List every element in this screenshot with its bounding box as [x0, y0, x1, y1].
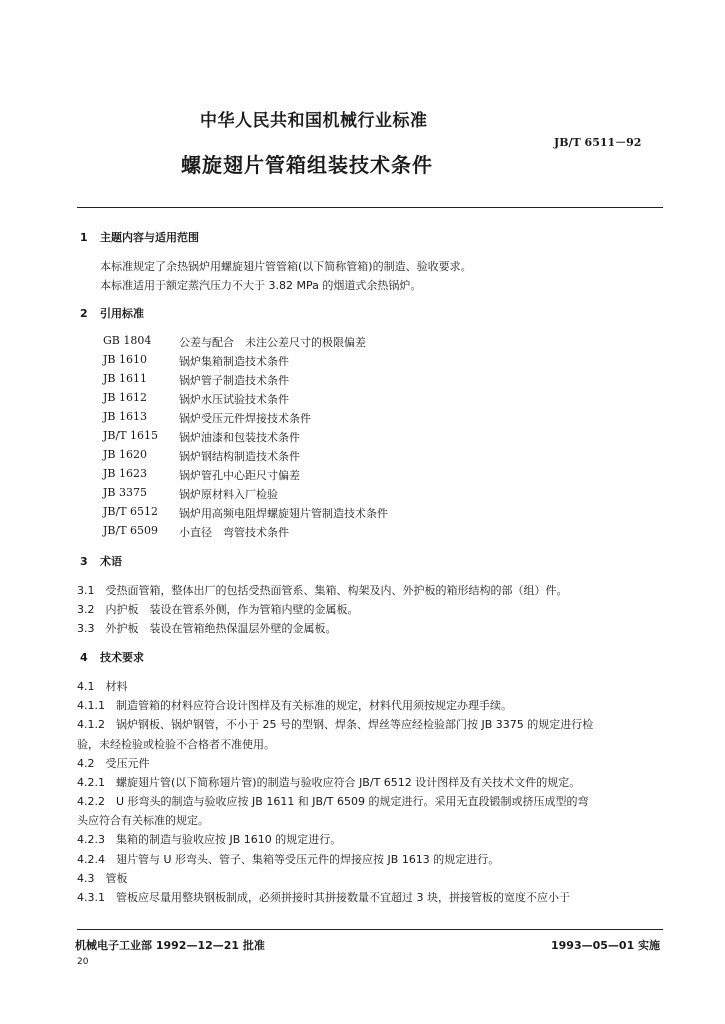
clause-4-2-3: 4.2.3 集箱的制造与验收应按 JB 1610 的规定进行。: [77, 833, 342, 846]
reference-title: 锅炉原材料入厂检验: [179, 488, 278, 501]
section-1-paragraph-1: 本标准规定了余热锅炉用螺旋翅片管管箱(以下简称管箱)的制造、验收要求。: [100, 260, 472, 273]
clause-4-3: 4.3 管板: [77, 872, 128, 885]
reference-code: JB 1620: [103, 448, 147, 461]
section-2-heading: [80, 305, 144, 321]
reference-code: JB 1613: [103, 410, 147, 423]
reference-title: 锅炉用高频电阻焊螺旋翅片管制造技术条件: [179, 507, 388, 520]
section-number: 3: [80, 555, 88, 568]
implementation-date: 1993—05—01 实施: [551, 939, 661, 952]
standard-code: JB/T 6511－92: [554, 136, 642, 149]
clause-4-1: 4.1 材料: [77, 680, 128, 693]
clause-4-2-2: 4.2.2 U 形弯头的制造与验收应按 JB 1611 和 JB/T 6509 的规定进行。采用无直段锻制或挤压成型的弯: [77, 795, 589, 808]
reference-title: 锅炉水压试验技术条件: [179, 393, 289, 406]
document-title: 螺旋翅片管箱组装技术条件: [181, 153, 433, 177]
clause-3-2: 3.2 内护板 装设在管系外侧，作为管箱内壁的金属板。: [77, 603, 359, 616]
section-number: 4: [80, 651, 88, 664]
section-number: 1: [80, 231, 88, 244]
section-3-heading: [80, 553, 122, 569]
page-number: 20: [77, 957, 89, 967]
clause-4-3-1: 4.3.1 管板应尽量用整块钢板制成，必须拼接时其拼接数量不宜超过 3 块，拼接管板的宽度不应小于: [77, 891, 570, 904]
section-title: 主题内容与适用范围: [100, 231, 199, 244]
approval-date: 机械电子工业部 1992—12—21 批准: [75, 939, 265, 952]
reference-code: JB 1623: [103, 467, 147, 480]
section-1-paragraph-2: 本标准适用于额定蒸汽压力不大于 3.82 MPa 的烟道式余热锅炉。: [100, 279, 422, 292]
clause-4-2-2-continued: 头应符合有关标准的规定。: [77, 814, 209, 827]
section-number: 2: [80, 307, 88, 320]
reference-code: JB/T 1615: [103, 429, 159, 442]
reference-title: 锅炉受压元件焊接技术条件: [179, 412, 311, 425]
section-title: 技术要求: [100, 651, 144, 664]
reference-title: 锅炉油漆和包装技术条件: [179, 431, 300, 444]
reference-title: 小直径 弯管技术条件: [179, 526, 289, 539]
clause-4-2-4: 4.2.4 翅片管与 U 形弯头、管子、集箱等受压元件的焊接应按 JB 1613 的规定进行。: [77, 853, 500, 866]
reference-title: 锅炉集箱制造技术条件: [179, 355, 289, 368]
section-title: 引用标准: [100, 307, 144, 320]
clause-4-2: 4.2 受压元件: [77, 757, 150, 770]
reference-code: JB 1612: [103, 391, 147, 404]
reference-code: JB 3375: [103, 486, 147, 499]
reference-title: 公差与配合 未注公差尺寸的极限偏差: [179, 336, 366, 349]
reference-title: 锅炉管孔中心距尺寸偏差: [179, 469, 300, 482]
reference-code: JB/T 6509: [103, 524, 159, 537]
footer-rule: [77, 929, 663, 930]
clause-4-2-1: 4.2.1 螺旋翅片管(以下简称翅片管)的制造与验收应符合 JB/T 6512 设计图样及有关技术文件的规定。: [77, 776, 581, 789]
reference-title: 锅炉管子制造技术条件: [179, 374, 289, 387]
reference-code: GB 1804: [103, 334, 152, 347]
section-1-heading: [80, 229, 199, 245]
clause-3-3: 3.3 外护板 装设在管箱绝热保温层外壁的金属板。: [77, 622, 337, 635]
clause-4-1-2: 4.1.2 锅炉钢板、锅炉钢管，不小于 25 号的型钢、焊条、焊丝等应经检验部门按 JB 3375 的规定进行检: [77, 718, 594, 731]
reference-code: JB 1610: [103, 353, 147, 366]
reference-title: 锅炉钢结构制造技术条件: [179, 450, 300, 463]
section-title: 术语: [100, 555, 122, 568]
standard-type: 中华人民共和国机械行业标准: [200, 111, 428, 131]
reference-code: JB 1611: [103, 372, 147, 385]
header-rule: [77, 207, 663, 208]
clause-4-1-1: 4.1.1 制造管箱的材料应符合设计图样及有关标准的规定，材料代用须按规定办理手续。: [77, 699, 512, 712]
clause-3-1: 3.1 受热面管箱，整体出厂的包括受热面管系、集箱、构架及内、外护板的箱形结构的部（组）件。: [77, 584, 568, 597]
section-4-heading: [80, 649, 144, 665]
reference-code: JB/T 6512: [103, 505, 159, 518]
clause-4-1-2-continued: 验，未经检验或检验不合格者不准使用。: [77, 738, 275, 751]
